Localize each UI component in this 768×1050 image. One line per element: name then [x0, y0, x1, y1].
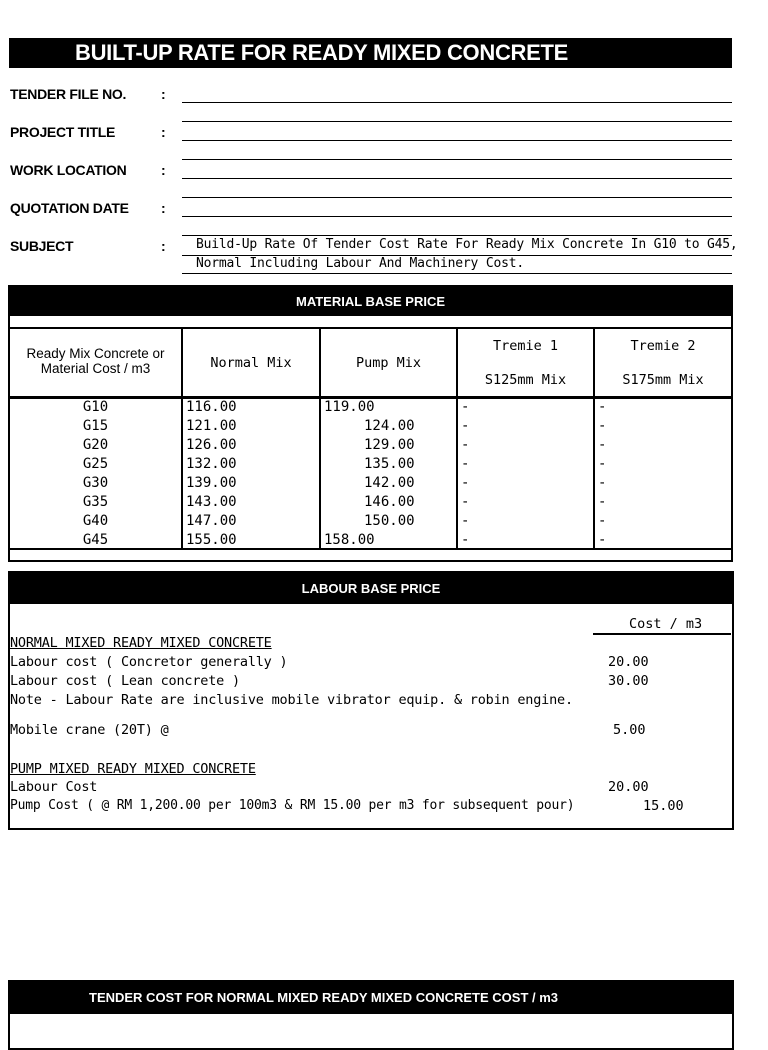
pump-mix-cell: 124.00	[364, 418, 415, 434]
normal-mix-cell: 155.00	[186, 532, 237, 548]
pump-mix-cell: 142.00	[364, 475, 415, 491]
subject-line-2: Normal Including Labour And Machinery Cost.	[196, 256, 524, 271]
tremie-2-cell: -	[598, 513, 607, 529]
grade-cell: G30	[82, 475, 109, 491]
grade-cell: G45	[82, 532, 109, 548]
grade-cell: G25	[82, 456, 109, 472]
pump-cost-value: 15.00	[643, 798, 684, 814]
project-title-input-line[interactable]	[182, 140, 732, 141]
pump-labour-label: Labour Cost	[10, 779, 98, 795]
page-title: BUILT-UP RATE FOR READY MIXED CONCRETE	[9, 38, 732, 68]
normal-mix-cell: 147.00	[186, 513, 237, 529]
cost-header-rule	[593, 633, 731, 635]
grade-cell: G35	[82, 494, 109, 510]
separator-line	[182, 235, 732, 236]
normal-mixed-heading: NORMAL MIXED READY MIXED CONCRETE	[10, 635, 272, 651]
labour-lean-value: 30.00	[608, 673, 649, 689]
quotation-date-colon: :	[161, 200, 166, 216]
tremie-2-cell: -	[598, 475, 607, 491]
work-location-label: WORK LOCATION	[10, 162, 127, 178]
col-header-material-line2: Material Cost / m3	[40, 361, 151, 376]
grade-cell: G20	[82, 437, 109, 453]
tender-file-colon: :	[161, 86, 166, 102]
tender-cost-table	[8, 1010, 734, 1050]
col-header-material-line1: Ready Mix Concrete or	[26, 346, 165, 361]
pump-mix-cell: 119.00	[324, 399, 375, 415]
separator-line	[182, 197, 732, 198]
normal-mix-cell: 126.00	[186, 437, 237, 453]
separator-line	[182, 159, 732, 160]
grade-cell: G10	[82, 399, 109, 415]
subject-line-1: Build-Up Rate Of Tender Cost Rate For Ready Mix Concrete In G10 to G45,	[196, 237, 738, 252]
tremie-2-cell: -	[598, 456, 607, 472]
normal-mix-cell: 139.00	[186, 475, 237, 491]
subject-colon: :	[161, 238, 166, 254]
material-heading: MATERIAL BASE PRICE	[8, 285, 733, 316]
work-location-input-line[interactable]	[182, 178, 732, 179]
pump-mixed-heading: PUMP MIXED READY MIXED CONCRETE	[10, 761, 256, 777]
col-divider	[593, 327, 595, 550]
normal-mix-cell: 143.00	[186, 494, 237, 510]
subject-label: SUBJECT	[10, 238, 74, 254]
tremie-1-cell: -	[461, 532, 470, 548]
table-rule	[8, 327, 733, 329]
work-location-colon: :	[161, 162, 166, 178]
tender-file-input-line[interactable]	[182, 102, 732, 103]
col-header-tremie-2: Tremie 2	[630, 338, 696, 354]
separator-line	[182, 121, 732, 122]
tremie-2-cell: -	[598, 494, 607, 510]
tender-cost-heading: TENDER COST FOR NORMAL MIXED READY MIXED CONCRETE COST / m3	[8, 980, 734, 1014]
pump-mix-cell: 129.00	[364, 437, 415, 453]
tremie-2-cell: -	[598, 399, 607, 415]
tremie-1-cell: -	[461, 456, 470, 472]
pump-mix-cell: 135.00	[364, 456, 415, 472]
normal-mix-cell: 132.00	[186, 456, 237, 472]
tremie-1-cell: -	[461, 418, 470, 434]
pump-mix-cell: 150.00	[364, 513, 415, 529]
tremie-2-cell: -	[598, 437, 607, 453]
grade-cell: G40	[82, 513, 109, 529]
labour-lean-label: Labour cost ( Lean concrete )	[10, 673, 240, 689]
tremie-1-cell: -	[461, 437, 470, 453]
col-header-pump-mix: Pump Mix	[355, 355, 422, 371]
col-header-normal-mix: Normal Mix	[210, 355, 292, 371]
col-header-tremie-1-spec: S125mm Mix	[484, 372, 567, 388]
pump-labour-value: 20.00	[608, 779, 649, 795]
pump-mix-cell: 158.00	[324, 532, 375, 548]
mobile-crane-label: Mobile crane (20T) @	[10, 722, 169, 738]
quotation-date-input-line[interactable]	[182, 216, 732, 217]
tremie-1-cell: -	[461, 494, 470, 510]
subject-underline-2	[182, 273, 732, 274]
pump-mix-cell: 146.00	[364, 494, 415, 510]
grade-cell: G15	[82, 418, 109, 434]
mobile-crane-value: 5.00	[613, 722, 646, 738]
tremie-2-cell: -	[598, 418, 607, 434]
pump-cost-label: Pump Cost ( @ RM 1,200.00 per 100m3 & RM 15.00 per m3 for subsequent pour)	[10, 798, 575, 813]
project-title-colon: :	[161, 124, 166, 140]
tremie-1-cell: -	[461, 399, 470, 415]
tender-file-label: TENDER FILE NO.	[10, 86, 127, 102]
col-header-tremie-1: Tremie 1	[492, 338, 559, 354]
normal-mix-cell: 116.00	[186, 399, 237, 415]
labour-concretor-label: Labour cost ( Concretor generally )	[10, 654, 288, 670]
col-header-tremie-2-spec: S175mm Mix	[622, 372, 704, 388]
quotation-date-label: QUOTATION DATE	[10, 200, 129, 216]
labour-concretor-value: 20.00	[608, 654, 649, 670]
project-title-label: PROJECT TITLE	[10, 124, 115, 140]
labour-heading: LABOUR BASE PRICE	[8, 571, 734, 604]
labour-note: Note - Labour Rate are inclusive mobile vibrator equip. & robin engine.	[10, 692, 573, 708]
col-header-material	[10, 346, 181, 376]
normal-mix-cell: 121.00	[186, 418, 237, 434]
cost-per-m3-header: Cost / m3	[629, 616, 703, 632]
tremie-2-cell: -	[598, 532, 607, 548]
tremie-1-cell: -	[461, 513, 470, 529]
tremie-1-cell: -	[461, 475, 470, 491]
